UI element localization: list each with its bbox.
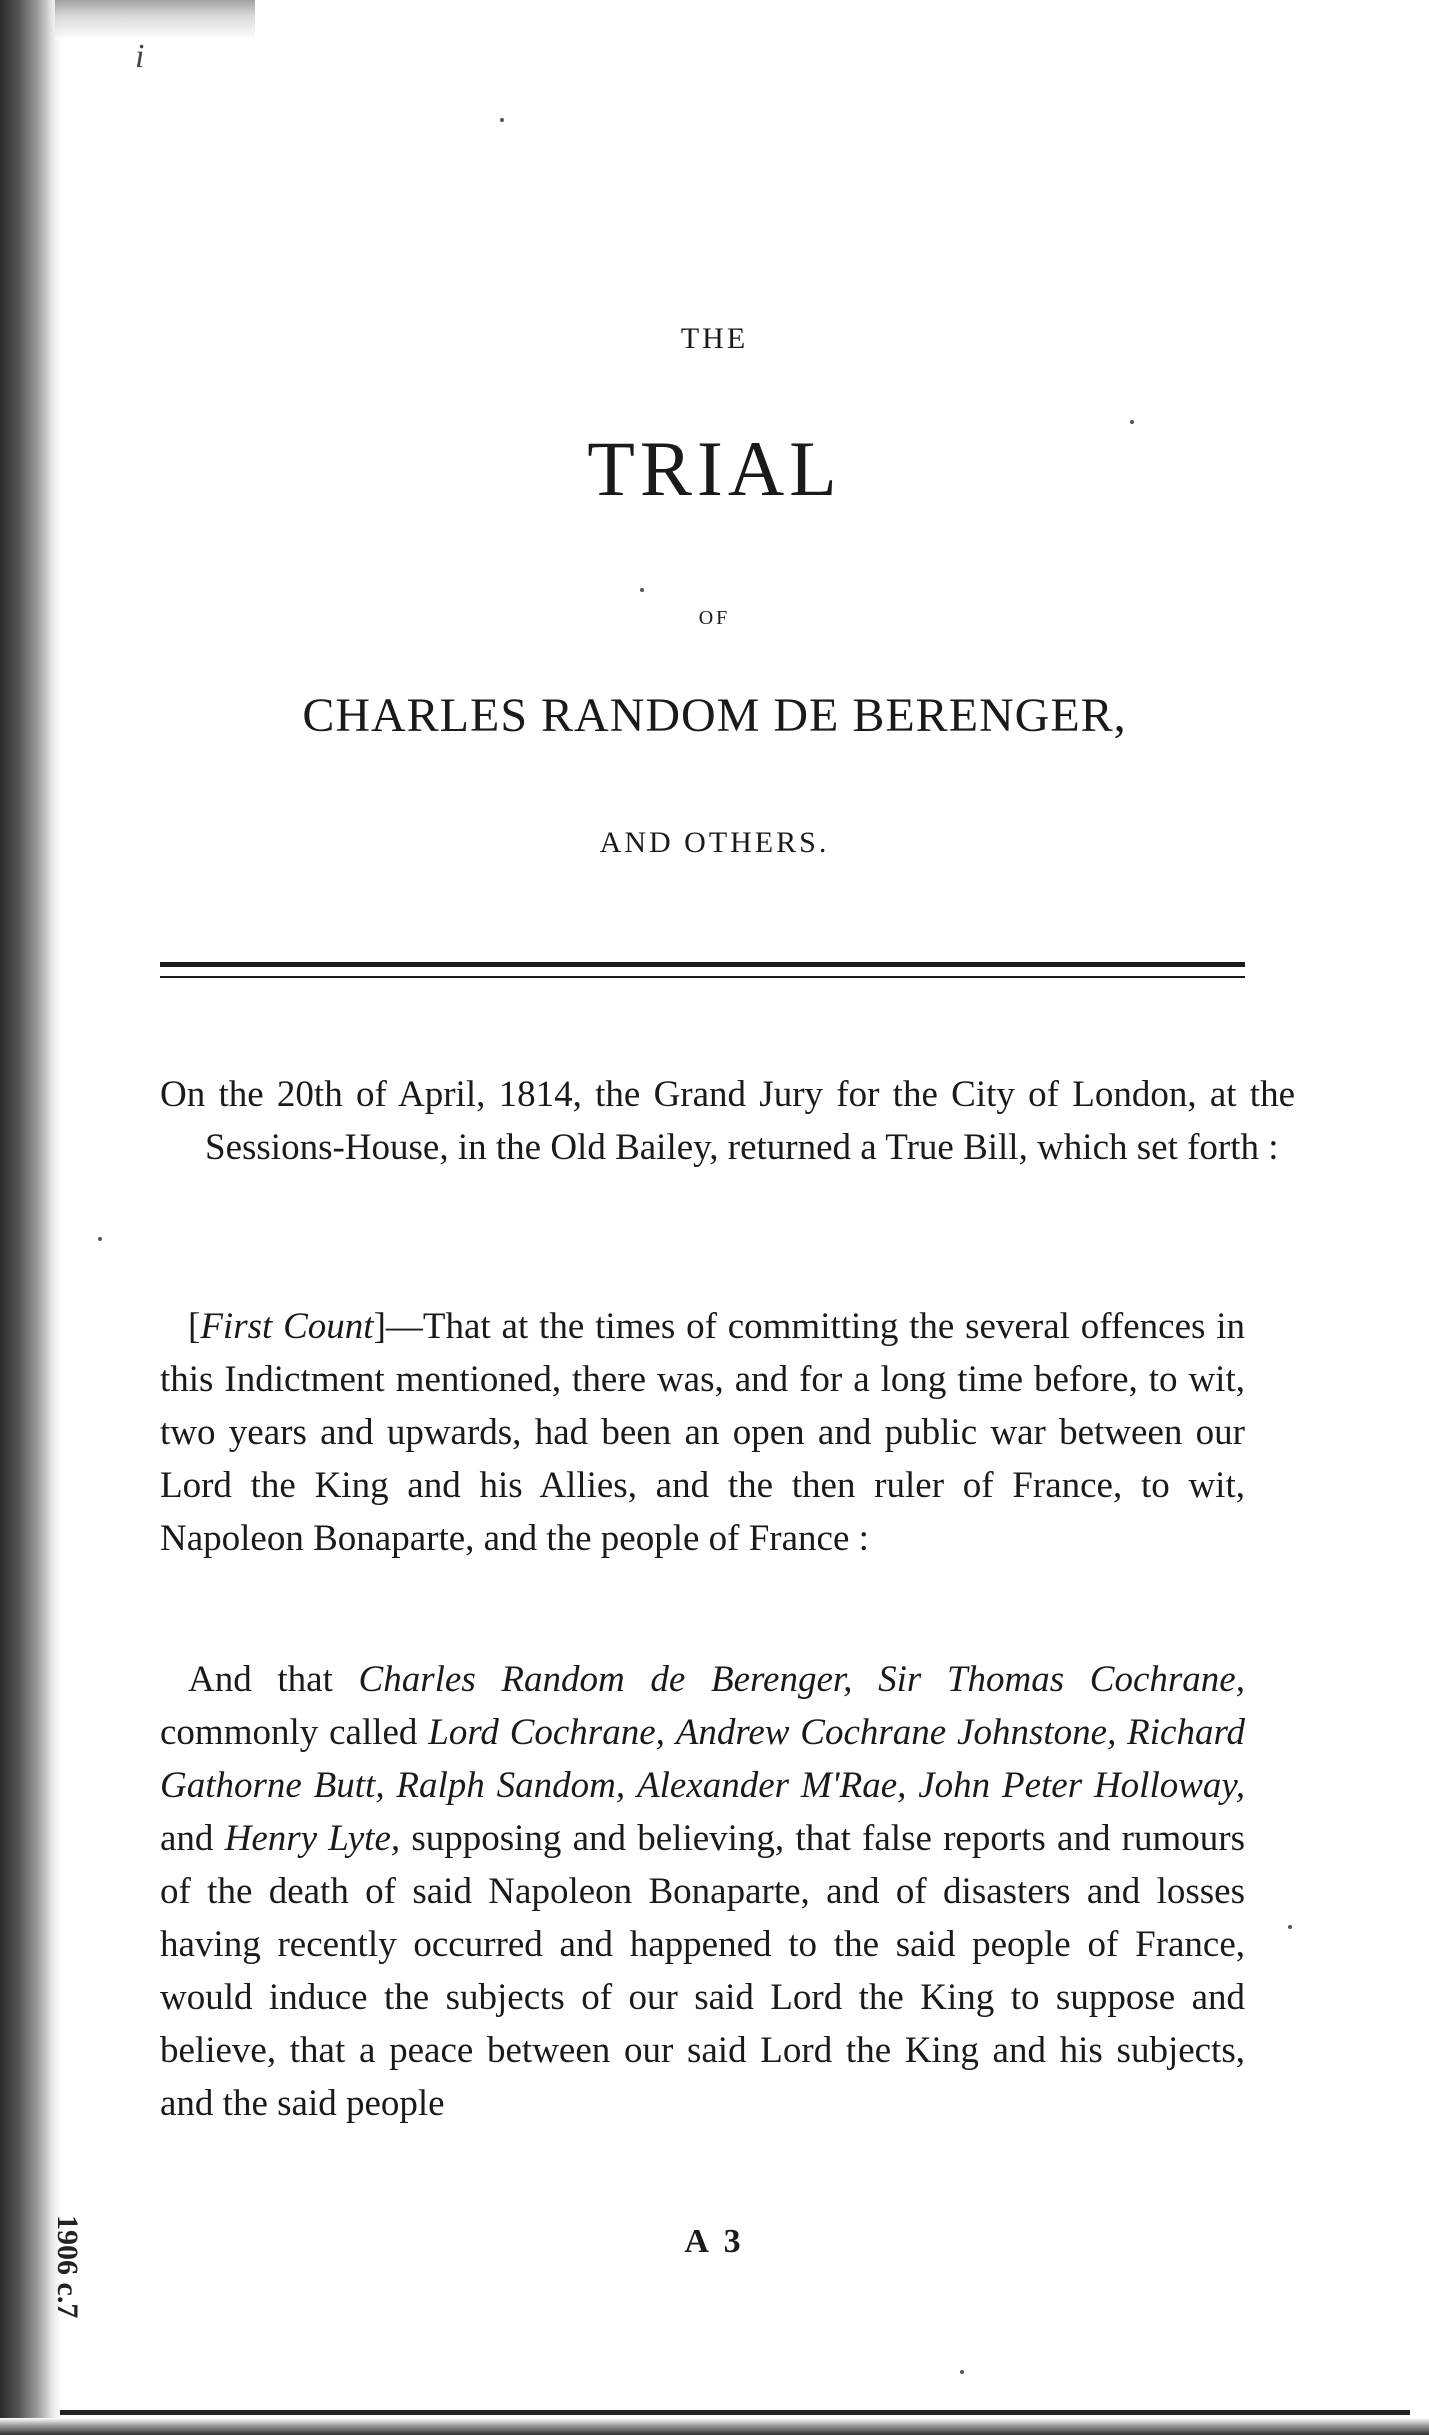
defendant-name: Lord Cochrane, — [428, 1712, 665, 1753]
bracket-close: ] — [373, 1306, 386, 1347]
intro-paragraph: On the 20th of April, 1814, the Grand Jury for the City of London, at the Sessions-House, in the Old Bailey, returned a True Bill, which set forth : — [160, 1074, 1295, 1168]
defendants-text: supposing and believing, that false reports and rumours of the death of said Napoleon Bonaparte, and of disasters and losses having recently occurred and happened to the said people of France, would induce the subjects of our said Lord the King to suppose and believe, that a peace between our said Lord the King and his subjects, and the said people — [160, 1818, 1245, 2124]
paragraph-lead: And that — [188, 1659, 359, 1700]
first-count-paragraph — [160, 1300, 1245, 1565]
bottom-edge-line — [60, 2410, 1410, 2415]
first-count-text: —That at the times of committing the several offences in this Indictment mentioned, there was, and for a long time before, to wit, two years and upwards, had been an open and public war between our Lord the King and his Allies, and the then ruler of France, to wit, Napoleon Bonaparte, and the people of France : — [160, 1306, 1245, 1559]
paper-speck — [640, 588, 644, 592]
paper-speck — [960, 2370, 964, 2374]
paper-speck — [98, 1237, 102, 1241]
title-others: AND OTHERS. — [599, 826, 830, 859]
title-article: THE — [680, 322, 749, 355]
defendant-name: Ralph Sandom, — [396, 1765, 626, 1806]
signature-mark: A 3 — [684, 2223, 745, 2260]
defendant-name: Andrew Cochrane Johnstone, — [675, 1712, 1117, 1753]
commonly-called: commonly called — [160, 1712, 429, 1753]
title-rule-thin — [160, 976, 1245, 978]
library-shelfmark: 1906 c.7 — [51, 2215, 84, 2319]
binding-spine — [0, 0, 62, 2435]
conjunction: and — [160, 1818, 225, 1859]
title-defendant-name: CHARLES RANDOM DE BERENGER, — [302, 689, 1127, 742]
corner-mark: i — [135, 38, 145, 75]
paper-speck — [1288, 1925, 1292, 1929]
defendant-name: Henry Lyte, — [224, 1818, 401, 1859]
defendants-paragraph — [160, 1653, 1245, 2130]
defendant-name: Alexander M'Rae, — [636, 1765, 907, 1806]
defendant-name: Sir Thomas Cochrane, — [878, 1659, 1245, 1700]
count-label: First Count — [200, 1306, 374, 1347]
bottom-edge — [0, 2418, 1429, 2435]
paper-speck — [500, 118, 504, 122]
defendant-name: Richard Gathorne Butt, — [160, 1712, 1246, 1806]
top-shadow — [55, 0, 255, 40]
defendant-name: John Peter Holloway, — [918, 1765, 1246, 1806]
defendant-name: Charles Random de Berenger, — [358, 1659, 853, 1700]
title-of: OF — [698, 607, 731, 629]
paper-speck — [1130, 420, 1134, 424]
title-rule-thick — [160, 962, 1245, 967]
bracket-open: [ — [188, 1306, 201, 1347]
page-title: TRIAL — [587, 425, 842, 512]
